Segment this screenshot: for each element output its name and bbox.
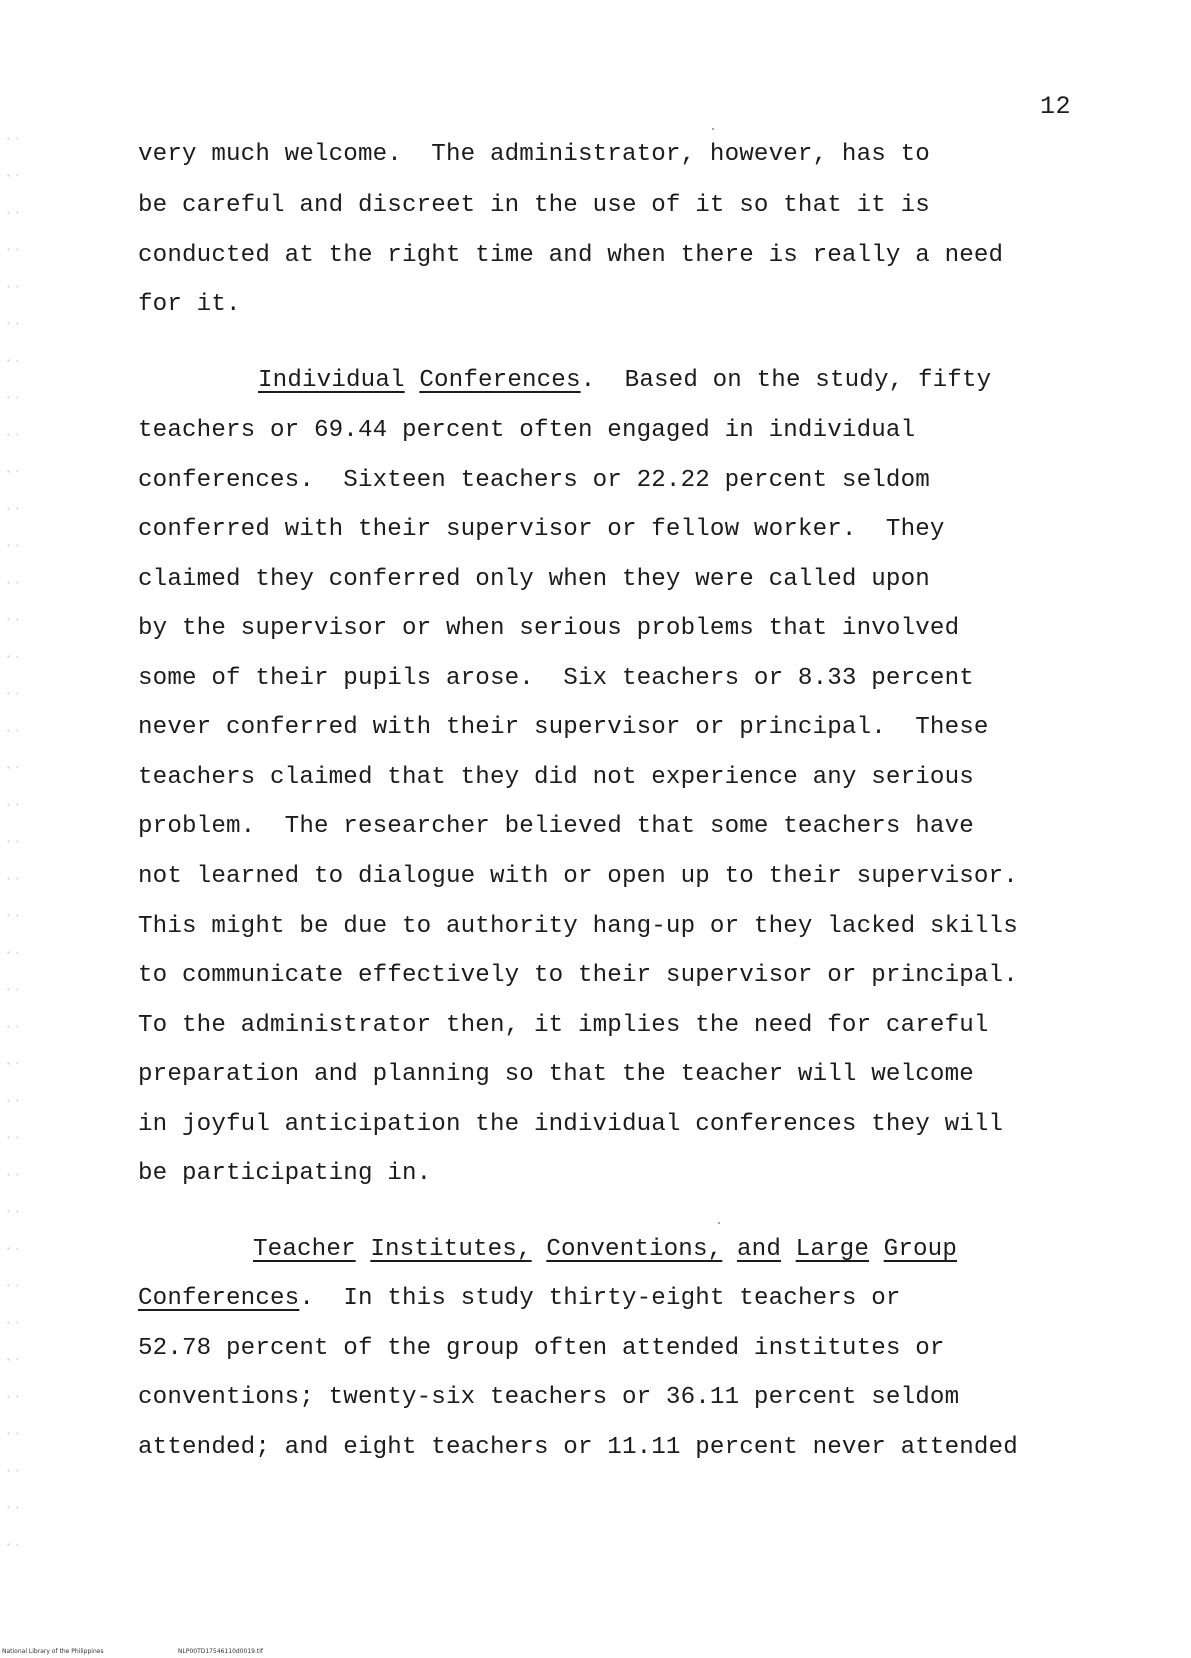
paragraph-2-line: by the supervisor or when serious problems that involved	[138, 615, 960, 642]
paragraph-2-line: teachers claimed that they did not experience any serious	[138, 764, 974, 791]
heading-period: .	[580, 367, 596, 394]
paragraph-3-line: conventions; twenty-six teachers or 36.11 percent seldom	[138, 1384, 960, 1411]
paragraph-2-line: conferred with their supervisor or fellow worker. They	[138, 516, 945, 543]
section-heading-individual-conferences	[258, 366, 991, 396]
heading-word: Teacher	[253, 1236, 356, 1263]
paragraph-1-line: conducted at the right time and when there is really a need	[138, 242, 1004, 269]
paragraph-1-line: for it.	[138, 291, 241, 318]
heading-word: Individual	[258, 367, 405, 394]
paragraph-2-line: to communicate effectively to their supervisor or principal.	[138, 962, 1018, 989]
paragraph-2-line: in joyful anticipation the individual conferences they will	[138, 1111, 1004, 1138]
footer-library-credit: National Library of the Philippines	[2, 1648, 104, 1655]
paragraph-2-line: To the administrator then, it implies the need for careful	[138, 1012, 989, 1039]
paragraph-2-line: problem. The researcher believed that some teachers have	[138, 813, 974, 840]
paragraph-2-line: never conferred with their supervisor or principal. These	[138, 714, 989, 741]
heading-word: Conferences	[138, 1285, 300, 1312]
paragraph-2-line: teachers or 69.44 percent often engaged in individual	[138, 417, 916, 444]
section-heading-teacher-institutes	[253, 1235, 957, 1265]
heading-word: Group	[883, 1236, 957, 1263]
scan-speck	[718, 1222, 720, 1224]
paragraph-2-line: claimed they conferred only when they were called upon	[138, 566, 930, 593]
paragraph-2-line: some of their pupils arose. Six teachers or 8.33 percent	[138, 665, 974, 692]
paragraph-2-line: not learned to dialogue with or open up to their supervisor.	[138, 863, 1018, 890]
paragraph-2-line: This might be due to authority hang-up or they lacked skills	[138, 913, 1018, 940]
paragraph-2-line: be participating in.	[138, 1160, 432, 1187]
scan-edge-specks	[4, 120, 18, 1570]
heading-word: Conferences	[419, 367, 581, 394]
heading-word: and	[736, 1236, 781, 1263]
paragraph-3-line: attended; and eight teachers or 11.11 percent never attended	[138, 1434, 1018, 1461]
footer-file-id: NLP00TD17546110d0019.tif	[178, 1648, 264, 1655]
heading-line-rest: Based on the study, fifty	[595, 367, 992, 394]
section-heading-continuation	[138, 1284, 901, 1314]
scan-speck	[712, 128, 714, 130]
paragraph-2-line: preparation and planning so that the teacher will welcome	[138, 1061, 974, 1088]
page-number: 12	[1040, 92, 1072, 121]
paragraph-3-line: 52.78 percent of the group often attended institutes or	[138, 1335, 945, 1362]
paragraph-1-line: be careful and discreet in the use of it so that it is	[138, 192, 930, 219]
heading-period: .	[299, 1285, 314, 1312]
paragraph-2-line: conferences. Sixteen teachers or 22.22 percent seldom	[138, 467, 930, 494]
heading-word: Institutes,	[370, 1236, 532, 1263]
heading-word: Large	[795, 1236, 869, 1263]
heading-word: Conventions,	[546, 1236, 723, 1263]
heading-line-rest: In this study thirty-eight teachers or	[314, 1285, 901, 1312]
paragraph-1-line: very much welcome. The administrator, however, has to	[138, 141, 930, 168]
